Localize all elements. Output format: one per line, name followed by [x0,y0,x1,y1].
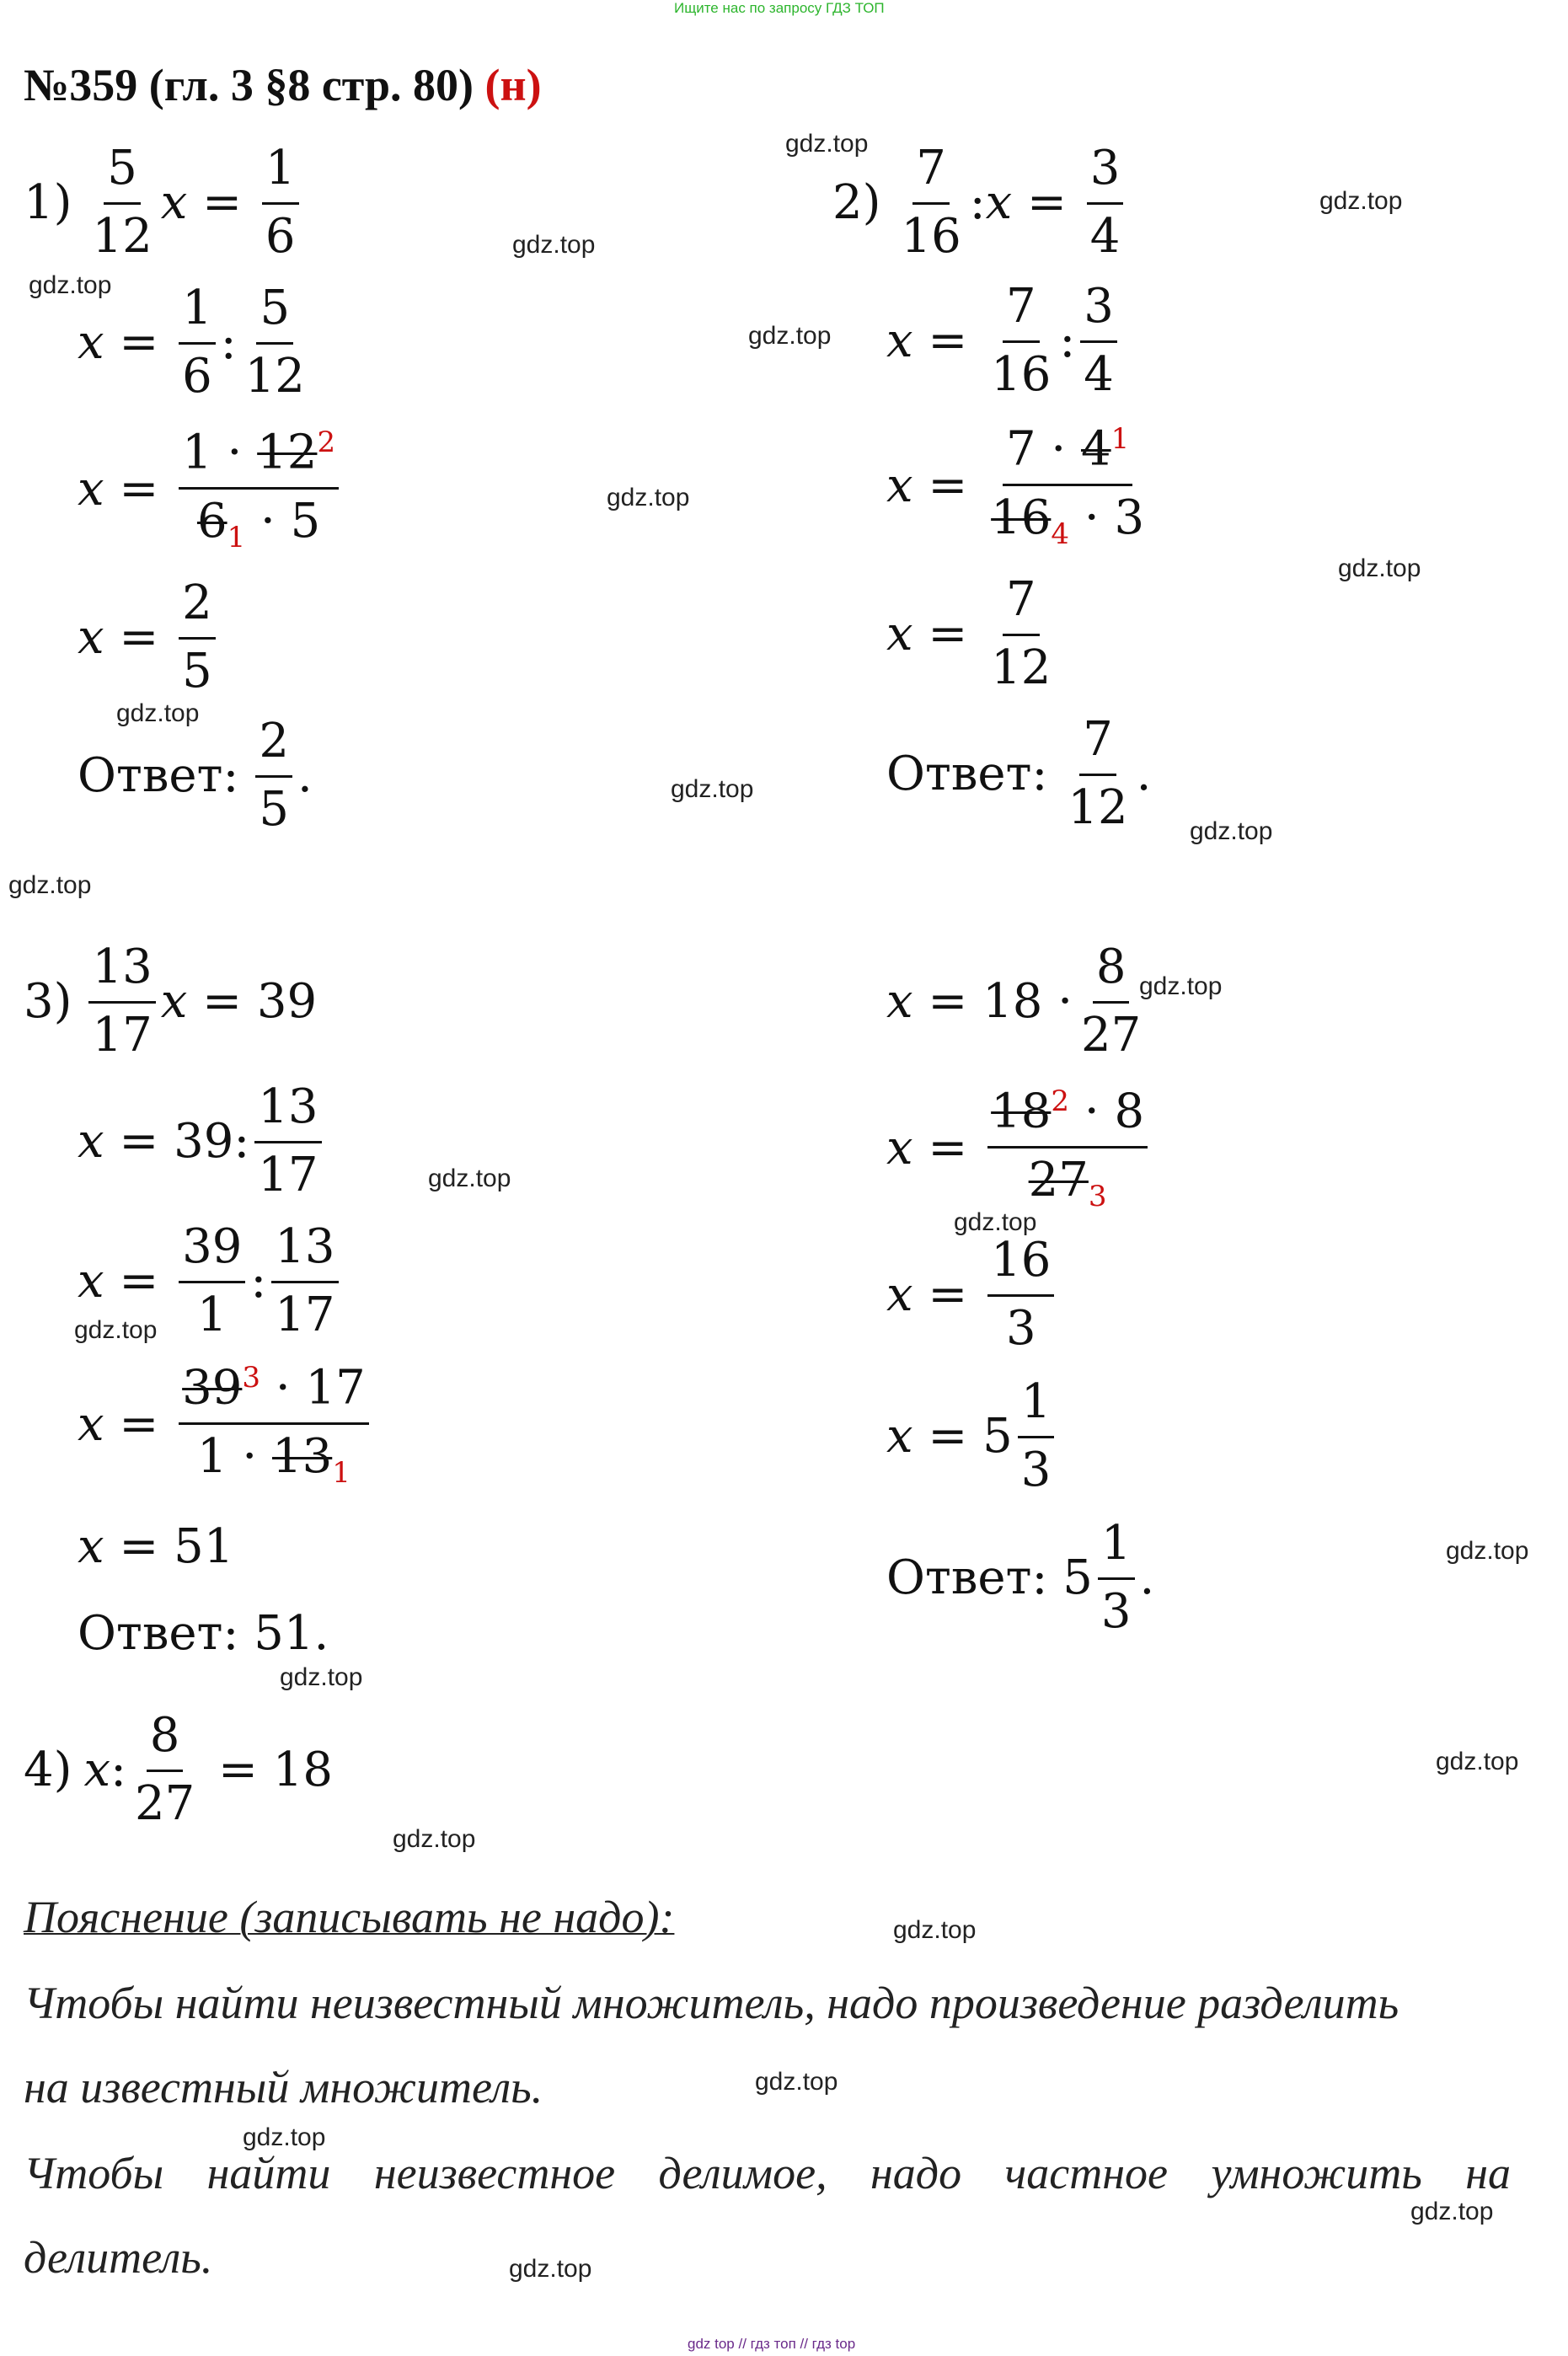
denominator: 3 [1100,1584,1132,1639]
numerator: 16 [987,1237,1054,1297]
numerator: 5 [104,145,141,205]
bottom-note: gdz top // гдз топ // гдз top [688,2336,856,2352]
reduced-value: 2 [1051,1084,1070,1118]
numerator: 3 [1087,145,1124,205]
numerator: 5 [256,285,293,345]
fraction [179,1219,245,1342]
p4-step-2: x = $\frac{18^2 \cdot 8}{27_3}$ [886,1087,1153,1211]
numerator: 7 [1079,716,1116,776]
denominator: 5 [182,644,212,699]
p2-equation: 2) $\frac{7}{16}$ : x = $\frac{3}{4}$ [832,145,1128,260]
p2-label: 2) [832,174,881,230]
p3-answer: Ответ: 51. [78,1606,329,1661]
watermark: gdz.top [280,1663,363,1691]
numerator: $7 \cdot 4^1$ [1003,425,1132,486]
fraction [179,425,339,554]
fraction [254,1079,321,1202]
explanation-line: Чтобы найти неизвестный множитель, надо произведение разделить [24,1978,1399,2028]
fraction [1018,1374,1055,1497]
watermark: gdz.top [893,1916,977,1944]
denominator: 5 [259,782,290,837]
fraction [131,1708,198,1831]
p3-equation: 3) $\frac{13}{17}$ x = 39 [24,940,318,1063]
watermark: gdz.top [512,231,596,259]
numerator: 13 [254,1084,321,1143]
numerator: $18^2 \cdot 8$ [987,1087,1148,1149]
fraction [987,1084,1148,1213]
fraction [88,940,155,1063]
reduced-value: 1 [227,520,246,554]
watermark: gdz.top [1190,817,1273,845]
denominator: 16 [991,347,1052,402]
p1-answer: Ответ: $\frac{2}{5}$ . [78,714,313,837]
reduced-value: 3 [242,1361,261,1395]
p4-step-3: x = $\frac{16}{3}$ [886,1237,1059,1352]
p1-step-2: x = $\frac{1 \cdot 12^2}{6_1 \cdot 5}$ [78,428,344,552]
denominator: $16_4 \cdot 3$ [991,490,1145,551]
denominator: 12 [1068,780,1128,835]
numerator: 1 [262,145,299,205]
numerator: 1 [1098,1520,1135,1580]
numerator: 1 [1018,1379,1055,1438]
p2-answer: Ответ: $\frac{7}{12}$ . [886,712,1152,835]
denominator: 12 [991,640,1052,695]
reduced-value: 1 [1110,422,1130,456]
numerator: $39^3 \cdot 17$ [179,1363,369,1425]
watermark: gdz.top [8,871,92,899]
p2-step-2: x = $\frac{7 \cdot 4^1}{16_4 \cdot 3}$ [886,425,1153,549]
fraction [987,421,1148,551]
watermark: gdz.top [428,1165,511,1192]
denominator: 17 [92,1008,153,1063]
reduced-value: 4 [1051,517,1070,551]
numerator: 7 [912,145,950,205]
p3-step-2: x = $\frac{39}{1}$ : $\frac{13}{17}$ [78,1224,344,1339]
watermark: gdz.top [1446,1537,1529,1565]
denominator: 12 [92,209,153,264]
reduced-value: 1 [332,1455,351,1490]
p1-step-3: x = $\frac{2}{5}$ [78,580,221,695]
title-main: №359 (гл. 3 §8 стр. 80) [24,60,474,110]
denominator: 27 [1081,1008,1142,1063]
denominator: 3 [1005,1301,1036,1356]
fraction [271,1219,338,1342]
denominator: $1 \cdot 13_1$ [196,1428,351,1490]
watermark: gdz.top [1410,2198,1494,2225]
fraction [1098,1516,1135,1639]
denominator: 6 [182,349,212,404]
fraction [179,1360,369,1490]
denominator: 27 [134,1776,195,1831]
p2-step-1: x = $\frac{7}{16}$ : $\frac{3}{4}$ [886,283,1122,399]
fraction [255,714,292,837]
watermark: gdz.top [509,2255,592,2283]
numerator: 7 [1003,576,1040,636]
numerator: 1 [179,285,216,345]
answer-label: Ответ: [78,748,239,803]
denominator: $6_1 \cdot 5$ [196,493,321,554]
p4-step-4: x = 5 $\frac{1}{3}$ [886,1379,1059,1494]
p4-answer: Ответ: 5 $\frac{1}{3}$ . [886,1516,1155,1639]
p1-equation: 1) $\frac{5}{12}$ x = $\frac{1}{6}$ [24,145,304,260]
denominator: 6 [265,209,296,264]
p4-step-1: x = 18 · $\frac{8}{27}$ [886,944,1149,1059]
numerator: 8 [147,1712,184,1772]
numerator: 39 [179,1224,245,1283]
fraction [987,279,1054,402]
explanation-line: на известный множитель. [24,2062,543,2112]
watermark: gdz.top [748,322,832,350]
reduced-value: 2 [317,426,336,459]
watermark: gdz.top [607,484,690,511]
numerator: 13 [88,944,155,1004]
denominator: 17 [258,1148,318,1202]
p3-step-4: x = 51 [78,1519,234,1574]
fraction [179,576,216,699]
fraction [88,141,155,264]
fraction [1078,940,1144,1063]
fraction [1064,712,1131,835]
answer-label: Ответ: [886,747,1048,801]
watermark: gdz.top [671,775,754,803]
watermark: gdz.top [243,2123,326,2151]
watermark: gdz.top [29,271,112,299]
p1-step-1: x = $\frac{1}{6}$ : $\frac{5}{12}$ [78,285,313,400]
fraction [987,1233,1054,1356]
explanation-line: делитель. [24,2232,213,2283]
denominator: 16 [901,209,961,264]
p3-step-1: x = 39 : $\frac{13}{17}$ [78,1084,327,1199]
denominator: 3 [1020,1443,1052,1497]
watermark: gdz.top [393,1825,476,1853]
denominator: 1 [196,1288,227,1342]
watermark: gdz.top [1139,972,1223,1000]
fraction [1087,141,1124,264]
title-mark: (н) [484,60,542,110]
answer-label: Ответ: [886,1550,1048,1605]
fraction [242,281,308,404]
denominator: 4 [1089,209,1121,264]
explanation-line: Чтобы найти неизвестное делимое, надо частное умножить на [24,2148,1511,2198]
watermark: gdz.top [954,1208,1037,1236]
p3-label: 3) [24,973,72,1029]
numerator: 13 [271,1224,338,1283]
p1-label: 1) [24,174,72,230]
numerator: 2 [179,580,216,640]
p4-equation: 4) x : $\frac{8}{27}$ = 18 [24,1708,334,1831]
p4-label: 4) [24,1742,72,1797]
numerator: 3 [1080,283,1117,343]
watermark: gdz.top [74,1316,158,1344]
top-note: Ищите нас по запросу ГДЗ ТОП [674,0,885,16]
reduced-value: 3 [1088,1179,1107,1213]
numerator: 7 [1003,283,1040,343]
fraction [897,141,964,264]
denominator: 17 [275,1288,335,1342]
denominator: 4 [1084,347,1114,402]
fraction [1080,279,1117,402]
p2-step-3: x = $\frac{7}{12}$ [886,576,1059,692]
watermark: gdz.top [116,699,200,727]
fraction [987,572,1054,695]
watermark: gdz.top [1338,554,1421,582]
numerator: $1 \cdot 12^2$ [179,428,339,490]
fraction [179,281,216,404]
numerator: 2 [255,718,292,778]
watermark: gdz.top [785,130,869,158]
denominator: 12 [244,349,305,404]
denominator: $27_3$ [1028,1152,1107,1213]
watermark: gdz.top [1436,1748,1519,1775]
fraction [262,141,299,264]
p3-step-3: x = $\frac{39^3 \cdot 17}{1 \cdot 13_1}$ [78,1363,374,1487]
watermark: gdz.top [755,2068,838,2096]
explanation-heading: Пояснение (записывать не надо): [24,1892,675,1942]
watermark: gdz.top [1319,187,1403,215]
numerator: 8 [1093,944,1130,1004]
page-title [24,59,542,111]
